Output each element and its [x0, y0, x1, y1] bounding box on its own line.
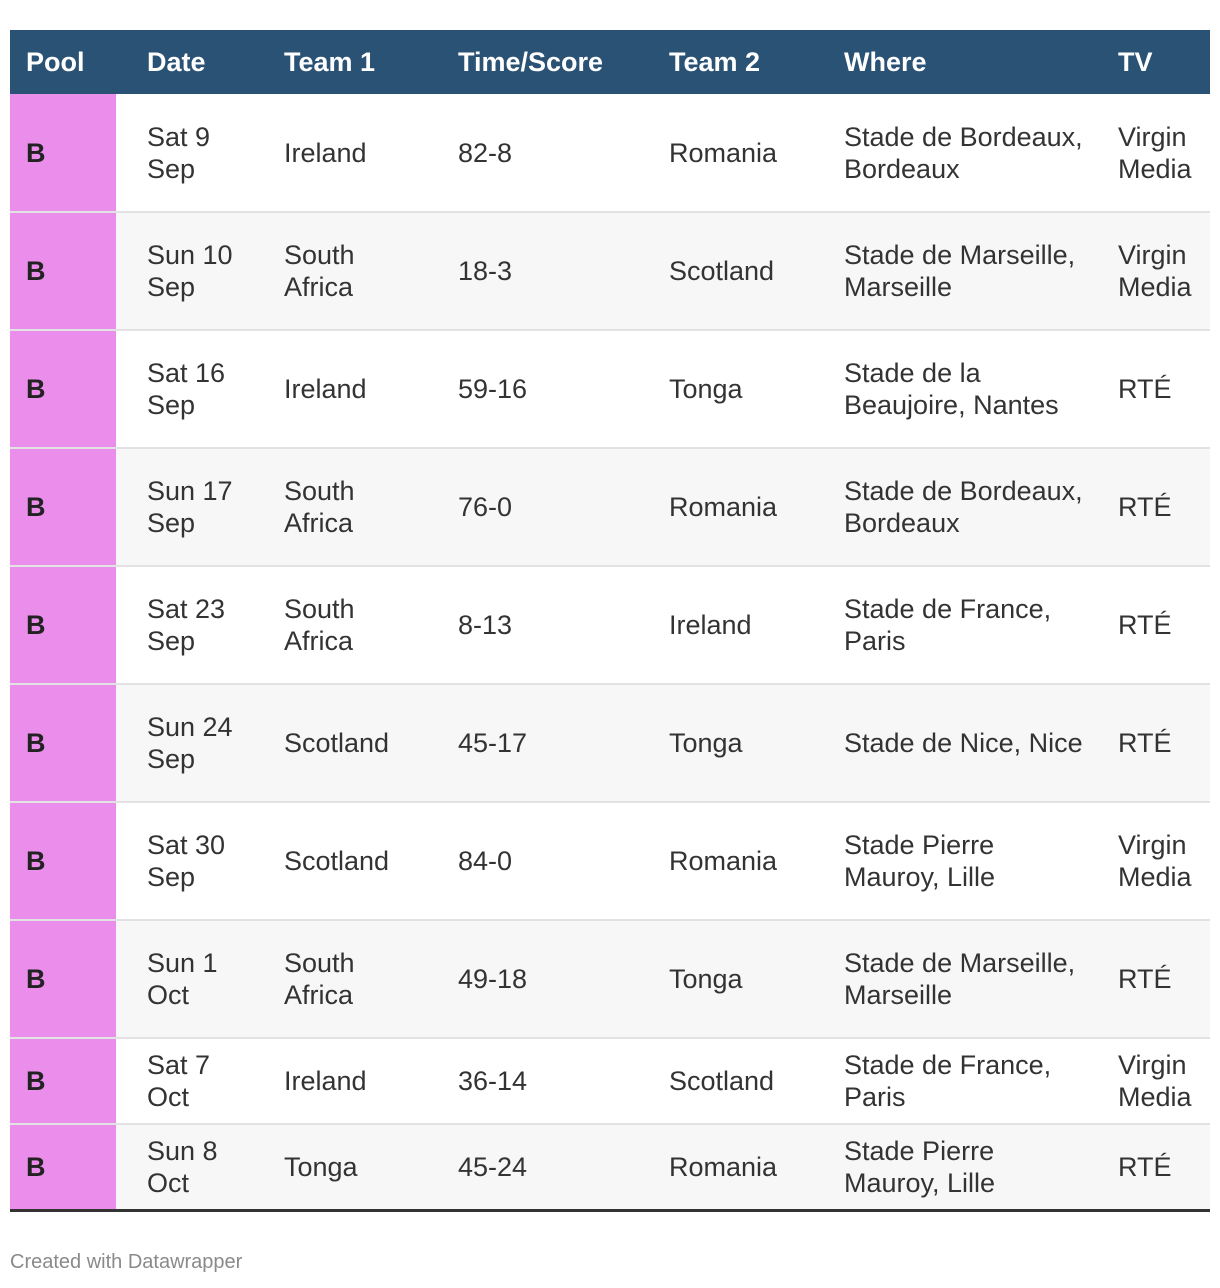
team1-cell: Scotland — [253, 684, 427, 802]
date-cell: Sat 9 Sep — [116, 94, 253, 212]
table-row — [10, 920, 1210, 1038]
fixtures-table — [10, 30, 1210, 1212]
pool-cell: B — [10, 448, 116, 566]
date-cell: Sat 30 Sep — [116, 802, 253, 920]
score-cell: 45-24 — [427, 1124, 638, 1210]
header-pool[interactable]: Pool — [10, 30, 116, 94]
date-cell: Sat 16 Sep — [116, 330, 253, 448]
header-time-score[interactable]: Time/Score — [427, 30, 638, 94]
team1-cell: Tonga — [253, 1124, 427, 1210]
tv-cell: Virgin Media — [1087, 802, 1210, 920]
header-date[interactable]: Date — [116, 30, 253, 94]
venue-cell: Stade Pierre Mauroy, Lille — [813, 802, 1087, 920]
header-where[interactable]: Where — [813, 30, 1087, 94]
pool-cell: B — [10, 566, 116, 684]
tv-cell: Virgin Media — [1087, 212, 1210, 330]
venue-cell: Stade de Bordeaux, Bordeaux — [813, 94, 1087, 212]
table-row — [10, 684, 1210, 802]
team1-cell: Scotland — [253, 802, 427, 920]
table-row — [10, 802, 1210, 920]
fixtures-table-container — [10, 30, 1210, 1212]
venue-cell: Stade de la Beaujoire, Nantes — [813, 330, 1087, 448]
venue-cell: Stade de Nice, Nice — [813, 684, 1087, 802]
team2-cell: Scotland — [638, 1038, 813, 1124]
venue-cell: Stade Pierre Mauroy, Lille — [813, 1124, 1087, 1210]
team2-cell: Romania — [638, 448, 813, 566]
score-cell: 18-3 — [427, 212, 638, 330]
table-header-row — [10, 30, 1210, 94]
venue-cell: Stade de Marseille, Marseille — [813, 212, 1087, 330]
score-cell: 8-13 — [427, 566, 638, 684]
team2-cell: Ireland — [638, 566, 813, 684]
team2-cell: Scotland — [638, 212, 813, 330]
tv-cell: RTÉ — [1087, 684, 1210, 802]
datawrapper-credit: Created with Datawrapper — [10, 1251, 243, 1273]
team1-cell: Ireland — [253, 1038, 427, 1124]
table-row — [10, 212, 1210, 330]
pool-cell: B — [10, 212, 116, 330]
team2-cell: Romania — [638, 94, 813, 212]
table-row — [10, 448, 1210, 566]
team2-cell: Tonga — [638, 330, 813, 448]
header-tv[interactable]: TV — [1087, 30, 1210, 94]
venue-cell: Stade de France, Paris — [813, 566, 1087, 684]
venue-cell: Stade de Marseille, Marseille — [813, 920, 1087, 1038]
score-cell: 59-16 — [427, 330, 638, 448]
team2-cell: Romania — [638, 1124, 813, 1210]
pool-cell: B — [10, 802, 116, 920]
date-cell: Sun 8 Oct — [116, 1124, 253, 1210]
tv-cell: Virgin Media — [1087, 94, 1210, 212]
pool-cell: B — [10, 330, 116, 448]
score-cell: 36-14 — [427, 1038, 638, 1124]
score-cell: 76-0 — [427, 448, 638, 566]
team1-cell: Ireland — [253, 94, 427, 212]
table-row — [10, 330, 1210, 448]
team1-cell: South Africa — [253, 566, 427, 684]
pool-cell: B — [10, 684, 116, 802]
date-cell: Sun 24 Sep — [116, 684, 253, 802]
score-cell: 82-8 — [427, 94, 638, 212]
date-cell: Sun 1 Oct — [116, 920, 253, 1038]
date-cell: Sat 7 Oct — [116, 1038, 253, 1124]
pool-cell: B — [10, 94, 116, 212]
score-cell: 49-18 — [427, 920, 638, 1038]
venue-cell: Stade de Bordeaux, Bordeaux — [813, 448, 1087, 566]
team2-cell: Romania — [638, 802, 813, 920]
table-row — [10, 1124, 1210, 1210]
team2-cell: Tonga — [638, 920, 813, 1038]
tv-cell: RTÉ — [1087, 920, 1210, 1038]
venue-cell: Stade de France, Paris — [813, 1038, 1087, 1124]
team1-cell: South Africa — [253, 212, 427, 330]
table-row — [10, 1038, 1210, 1124]
table-row — [10, 94, 1210, 212]
pool-cell: B — [10, 920, 116, 1038]
table-row — [10, 566, 1210, 684]
date-cell: Sun 17 Sep — [116, 448, 253, 566]
team1-cell: South Africa — [253, 920, 427, 1038]
date-cell: Sun 10 Sep — [116, 212, 253, 330]
pool-cell: B — [10, 1038, 116, 1124]
team1-cell: Ireland — [253, 330, 427, 448]
team2-cell: Tonga — [638, 684, 813, 802]
header-team2[interactable]: Team 2 — [638, 30, 813, 94]
tv-cell: Virgin Media — [1087, 1038, 1210, 1124]
tv-cell: RTÉ — [1087, 566, 1210, 684]
date-cell: Sat 23 Sep — [116, 566, 253, 684]
tv-cell: RTÉ — [1087, 448, 1210, 566]
team1-cell: South Africa — [253, 448, 427, 566]
score-cell: 45-17 — [427, 684, 638, 802]
tv-cell: RTÉ — [1087, 330, 1210, 448]
tv-cell: RTÉ — [1087, 1124, 1210, 1210]
header-team1[interactable]: Team 1 — [253, 30, 427, 94]
pool-cell: B — [10, 1124, 116, 1210]
score-cell: 84-0 — [427, 802, 638, 920]
